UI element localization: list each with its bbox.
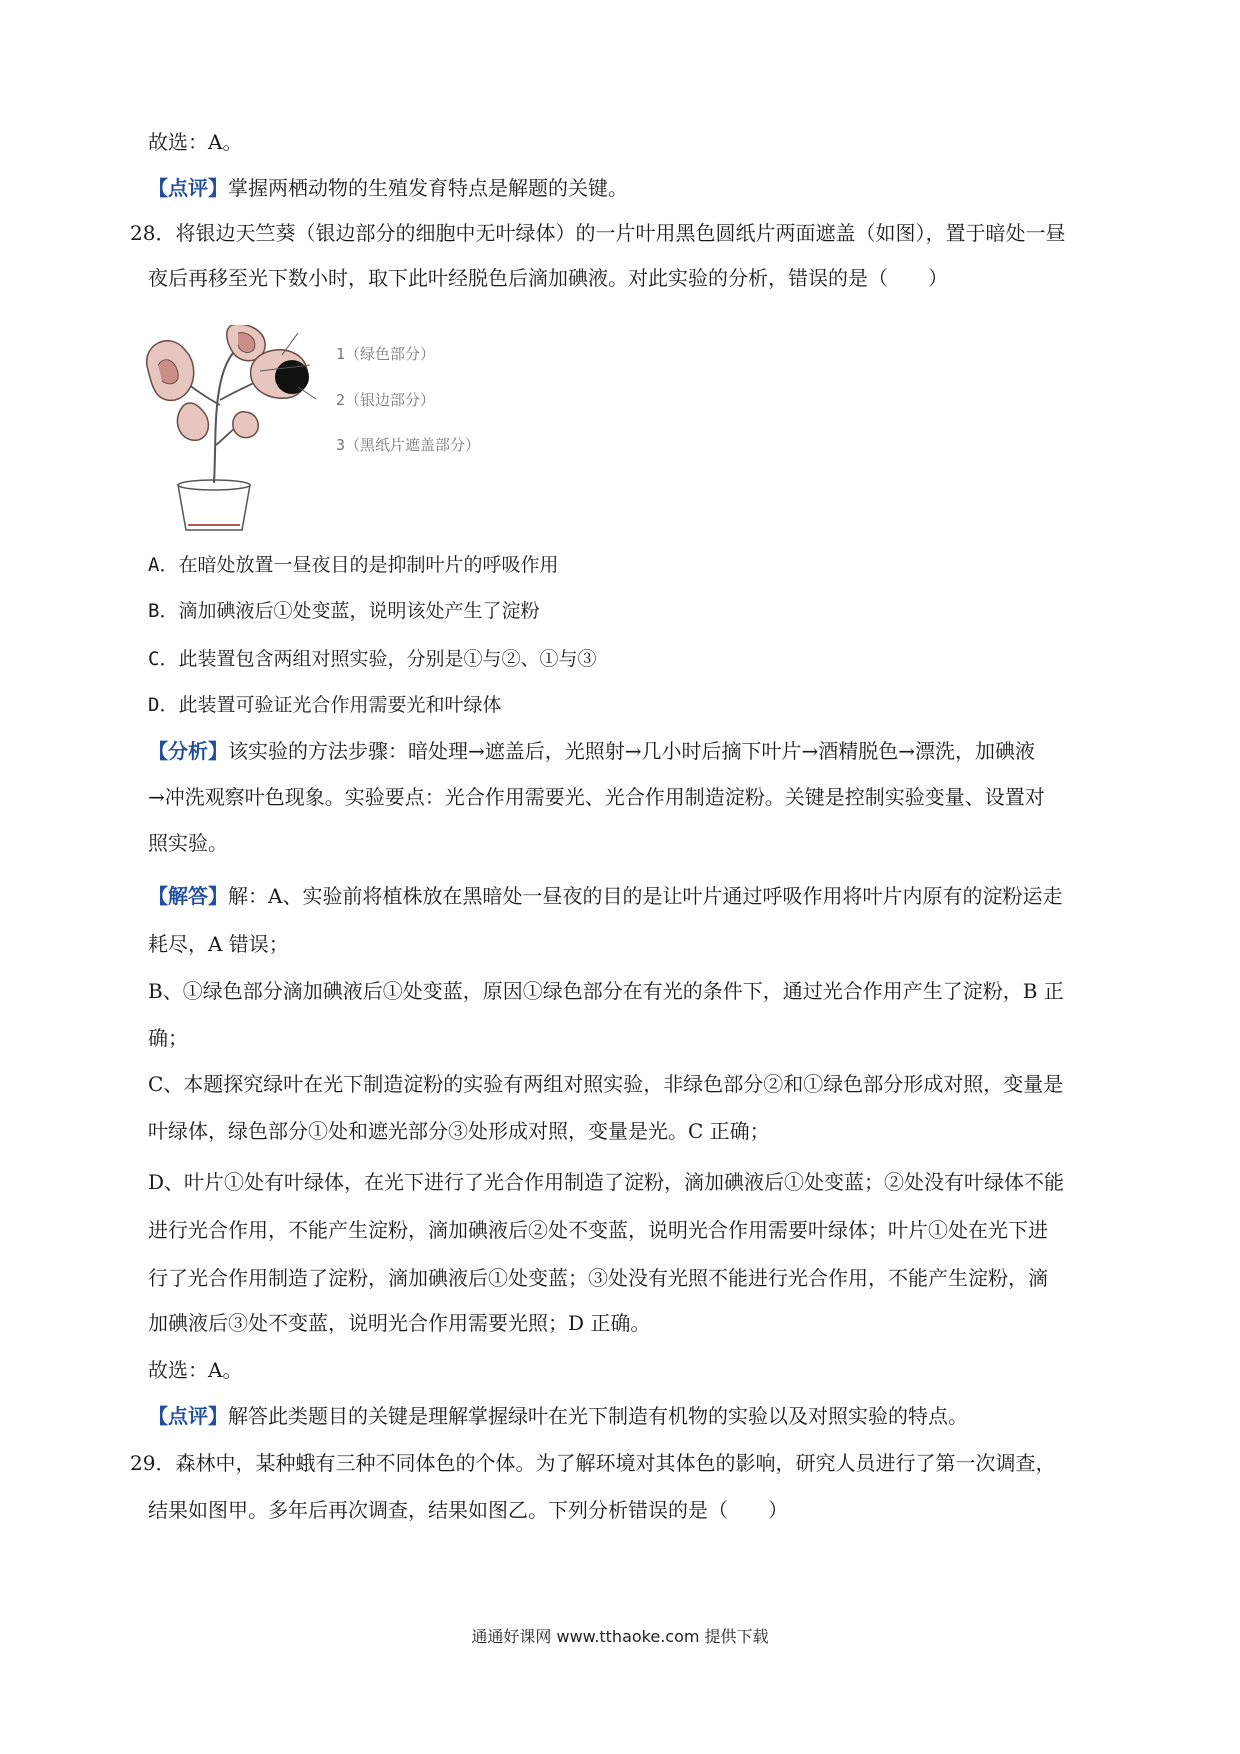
analysis-tag: 【分析】: [148, 739, 228, 763]
analysis-line-3: 照实验。: [148, 831, 228, 855]
answer-28: 故选：A。: [148, 1358, 243, 1382]
solution-line-2: 耗尽，A 错误；: [148, 932, 289, 956]
analysis-line-1: [148, 735, 1140, 767]
solution-line-4: 确；: [148, 1026, 188, 1050]
comment-tag: 【点评】: [148, 176, 228, 200]
question-28-line-1: 28．将银边天竺葵（银边部分的细胞中无叶绿体）的一片叶用黑色圆纸片两面遮盖（如图），置于暗处一昼: [130, 221, 1066, 245]
question-28-line-2: 夜后再移至光下数小时，取下此叶经脱色后滴加碘液。对此实验的分析，错误的是（ ）: [148, 266, 948, 290]
solution-line-5: C、本题探究绿叶在光下制造淀粉的实验有两组对照实验，非绿色部分②和①绿色部分形成对照，变量是: [148, 1072, 1064, 1096]
figure-label-1: 1（绿色部分）: [336, 345, 436, 363]
analysis-line-2: →冲洗观察叶色现象。实验要点：光合作用需要光、光合作用制造淀粉。关键是控制实验变量、设置对: [148, 785, 1045, 809]
option-c: C．此装置包含两组对照实验，分别是①与②、①与③: [148, 648, 597, 670]
solution-line-9: 行了光合作用制造了淀粉，滴加碘液后①处变蓝；③处没有光照不能进行光合作用，不能产生淀粉，滴: [148, 1266, 1048, 1290]
geranium-figure: [140, 325, 580, 533]
solution-line-1: [148, 880, 1140, 912]
comment-line: [148, 172, 1140, 204]
geranium-plant-illustration: [140, 325, 580, 533]
figure-label-2: 2（银边部分）: [336, 391, 436, 409]
answer-line: 故选：A。: [148, 130, 243, 154]
page-footer: 通通好课网 www.tthaoke.com 提供下载: [471, 1627, 769, 1646]
solution-tag: 【解答】: [148, 884, 228, 908]
question-29-line-1: 29．森林中，某种蛾有三种不同体色的个体。为了解环境对其体色的影响，研究人员进行了第一次调查，: [130, 1451, 1056, 1475]
option-d: D．此装置可验证光合作用需要光和叶绿体: [148, 694, 502, 716]
comment-28-tag: 【点评】: [148, 1404, 228, 1428]
comment-28: [148, 1400, 1140, 1432]
solution-line-8: 进行光合作用，不能产生淀粉，滴加碘液后②处不变蓝，说明光合作用需要叶绿体；叶片①处在光下进: [148, 1218, 1048, 1242]
solution-line-10: 加碘液后③处不变蓝，说明光合作用需要光照；D 正确。: [148, 1311, 651, 1335]
question-29-line-2: 结果如图甲。多年后再次调查，结果如图乙。下列分析错误的是（ ）: [148, 1498, 788, 1522]
comment-text: 掌握两栖动物的生殖发育特点是解题的关键。: [228, 176, 628, 200]
option-a: A．在暗处放置一昼夜目的是抑制叶片的呼吸作用: [148, 554, 559, 576]
option-b: B．滴加碘液后①处变蓝，说明该处产生了淀粉: [148, 600, 540, 622]
solution-line-3: B、①绿色部分滴加碘液后①处变蓝，原因①绿色部分在有光的条件下，通过光合作用产生了淀粉，B 正: [148, 979, 1064, 1003]
solution-line-7: D、叶片①处有叶绿体，在光下进行了光合作用制造了淀粉，滴加碘液后①处变蓝；②处没有叶绿体不能: [148, 1170, 1065, 1194]
solution-line-6: 叶绿体，绿色部分①处和遮光部分③处形成对照，变量是光。C 正确；: [148, 1119, 770, 1143]
figure-label-3: 3（黑纸片遮盖部分）: [336, 436, 481, 454]
analysis-text-1: 该实验的方法步骤：暗处理→遮盖后，光照射→几小时后摘下叶片→酒精脱色→漂洗，加碘液: [228, 739, 1036, 763]
solution-text-1: 解：A、实验前将植株放在黑暗处一昼夜的目的是让叶片通过呼吸作用将叶片内原有的淀粉运走: [228, 884, 1063, 908]
comment-28-text: 解答此类题目的关键是理解掌握绿叶在光下制造有机物的实验以及对照实验的特点。: [228, 1404, 968, 1428]
